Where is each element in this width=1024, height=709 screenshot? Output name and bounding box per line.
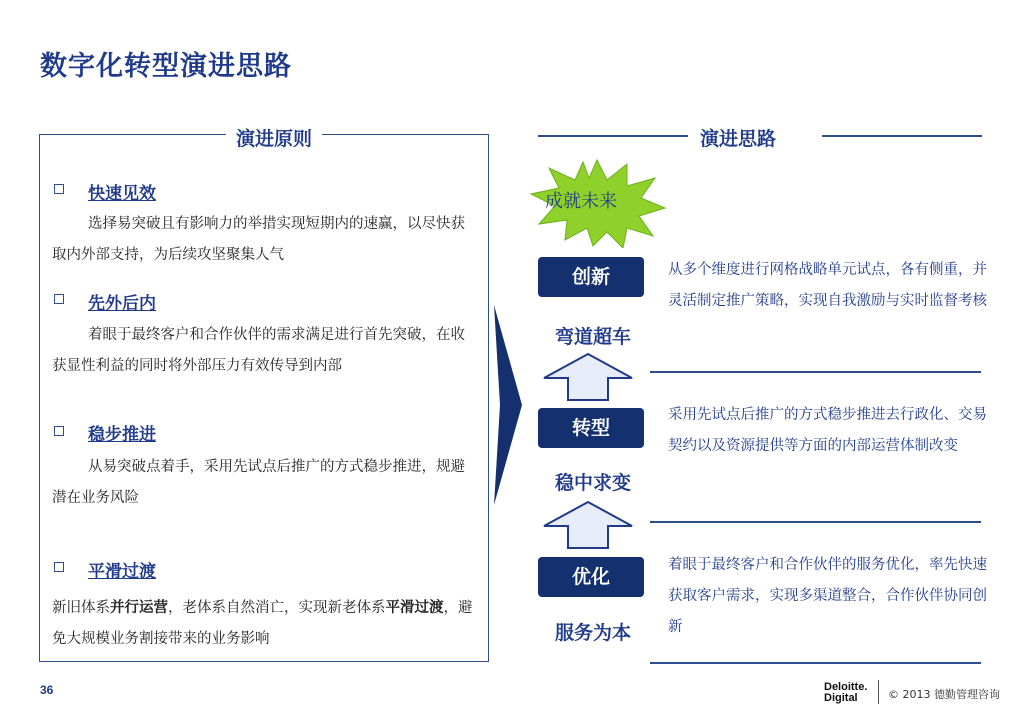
checkbox-bullet-icon [54, 294, 64, 304]
divider-line [650, 662, 981, 664]
stage-optimize-slogan: 服务为本 [554, 622, 631, 644]
principle-heading-1: 快速见效 [88, 184, 156, 204]
deloitte-logo: Deloitte. Digital [824, 681, 868, 704]
stage-innovate-desc: 从多个维度进行网格战略单元试点，各有侧重，并灵活制定推广策略，实现自我激励与实时监督考核 [668, 262, 987, 309]
star-label: 成就未来 [545, 191, 617, 212]
divider-line [650, 371, 981, 373]
approach-heading: 演进思路 [690, 124, 786, 150]
principle-text-2: 着眼于最终客户和合作伙伴的需求满足进行首先突破，在收获显性利益的同时将外部压力有效传导到内部 [52, 327, 465, 374]
up-arrow-icon [540, 352, 636, 402]
principle-text-1: 选择易突破且有影响力的举措实现短期内的速赢，以尽快获取内外部支持，为后续攻坚聚集人气 [52, 216, 465, 263]
stage-transform-desc: 采用先试点后推广的方式稳步推进去行政化、交易契约以及资源提供等方面的内部运营体制改变 [668, 407, 987, 454]
divider-line [650, 521, 981, 523]
page-number: 36 [40, 683, 54, 697]
stage-transform-box: 转型 [538, 408, 644, 448]
chevron-right-icon [494, 305, 524, 505]
principle-heading-4: 平滑过渡 [88, 562, 156, 582]
page-title: 数字化转型演进思路 [40, 51, 292, 82]
principle-heading-3: 稳步推进 [88, 425, 156, 445]
up-arrow-icon [540, 500, 636, 550]
copyright: © 2013 德勤管理咨询 [888, 688, 1000, 701]
checkbox-bullet-icon [54, 562, 64, 572]
stage-transform-slogan: 稳中求变 [554, 472, 631, 494]
checkbox-bullet-icon [54, 426, 64, 436]
principles-heading: 演进原则 [226, 124, 322, 150]
stage-innovate-slogan: 弯道超车 [554, 326, 631, 348]
footer-divider [878, 680, 879, 704]
principle-heading-2: 先外后内 [88, 294, 156, 314]
principle-text-4: 新旧体系并行运营，老体系自然消亡，实现新老体系平滑过渡，避免大规模业务割接带来的业务影响 [52, 599, 473, 647]
stage-innovate-box: 创新 [538, 257, 644, 297]
principle-text-3: 从易突破点着手，采用先试点后推广的方式稳步推进，规避潜在业务风险 [52, 459, 465, 506]
divider-line [538, 135, 688, 137]
checkbox-bullet-icon [54, 184, 64, 194]
stage-optimize-box: 优化 [538, 557, 644, 597]
divider-line [822, 135, 982, 137]
stage-optimize-desc: 着眼于最终客户和合作伙伴的服务优化，率先快速获取客户需求，实现多渠道整合，合作伙伴协同创新 [668, 557, 987, 635]
